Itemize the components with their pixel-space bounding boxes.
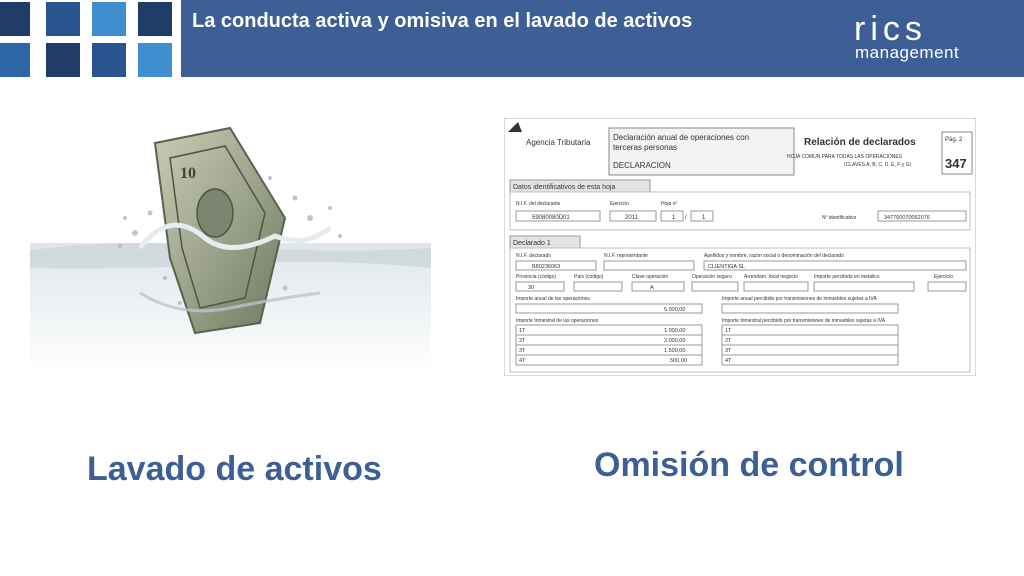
metalico-label: Importe percibido en metálico xyxy=(814,274,880,280)
trim2-label: Importe trimestral percibido por transmisiones de inmuebles sujetas a IVA xyxy=(722,318,886,324)
form-model: 347 xyxy=(945,156,967,171)
nif-value: 59080080D01 xyxy=(532,215,570,221)
form-section-1: Datos identificativos de esta hoja xyxy=(513,184,616,191)
q-label: 1T xyxy=(725,328,732,334)
ejercicio2-label: Ejercicio xyxy=(934,274,953,280)
tile xyxy=(46,2,80,36)
form-hoja-comun: HOJA COMUN PARA TODAS LAS OPERACIONES xyxy=(787,154,903,160)
quarters-right xyxy=(722,325,898,365)
hoja-value-1: 1 xyxy=(672,215,676,221)
money-splash-icon xyxy=(30,118,431,375)
caption-right: Omisión de control xyxy=(594,446,904,484)
anual-label: Importe anual de las operaciones xyxy=(516,296,590,302)
q-label: 3T xyxy=(519,348,526,354)
caption-left: Lavado de activos xyxy=(87,450,382,488)
ejercicio-value: 2011 xyxy=(625,215,638,221)
q-label: 3T xyxy=(725,348,732,354)
nombre-value: CLIENTIGA SL xyxy=(708,264,745,270)
seguro-label: Operación seguro xyxy=(692,274,732,280)
q-label: 4T xyxy=(725,358,732,364)
trim-label: Importe trimestral de las operaciones xyxy=(516,318,599,324)
svg-text:/: / xyxy=(685,215,687,221)
pais-label: País (código) xyxy=(574,274,604,280)
nid-label: Nº identificativo xyxy=(822,215,857,221)
q-value: 500,00 xyxy=(670,358,687,364)
q-value: 2.000,00 xyxy=(664,338,686,344)
clave-label: Clave operación xyxy=(632,274,669,280)
nid-value: 347760070062076 xyxy=(884,215,930,221)
decorative-tiles xyxy=(0,0,176,77)
dec-nif-label: N.I.F. declarado xyxy=(516,253,552,259)
nombre-label: Apellidos y nombre, razón social o denominación del declarado xyxy=(704,253,845,259)
form-pag: Pág. 2 xyxy=(945,137,963,143)
form-relacion: Relación de declarados xyxy=(804,137,916,148)
svg-text:10: 10 xyxy=(180,165,196,182)
tile xyxy=(0,43,30,77)
q-label: 2T xyxy=(519,338,526,344)
title-bar xyxy=(181,0,1024,77)
prov-value: 30 xyxy=(528,285,535,291)
iva-label: Importe anual percibido por transmisiones de inmuebles sujetas a IVA xyxy=(722,296,877,302)
q-label: 1T xyxy=(519,328,526,334)
hoja-value-2: 1 xyxy=(702,215,706,221)
logo-sub-text: management xyxy=(855,43,960,62)
form-heading-3: DECLARACION xyxy=(613,161,671,170)
logo-main-text: rics xyxy=(854,10,927,48)
slide-title: La conducta activa y omisiva en el lavado de activos xyxy=(192,10,693,32)
anual-value: 5.000,00 xyxy=(664,307,686,313)
hoja-label: Hoja nº xyxy=(661,201,678,207)
q-label: 4T xyxy=(519,358,526,364)
q-value: 1.500,00 xyxy=(664,348,686,354)
form-heading-1: Declaración anual de operaciones con xyxy=(613,133,750,142)
tax-form-icon xyxy=(504,118,976,376)
quarters-left xyxy=(516,325,702,365)
nif-label: N.I.F. del declarante xyxy=(516,201,561,207)
rep-label: N.I.F. representante xyxy=(604,253,648,259)
tile xyxy=(138,2,172,36)
ejercicio-label: Ejercicio xyxy=(610,201,629,207)
arrend-label: Arrendam. local negocio xyxy=(744,274,798,280)
clave-value: A xyxy=(650,285,654,291)
q-label: 2T xyxy=(725,338,732,344)
tile xyxy=(92,43,126,77)
form-agency: Agencia Tributaria xyxy=(526,138,591,147)
tile xyxy=(46,43,80,77)
form-heading-2: terceras personas xyxy=(613,143,678,152)
form-claves: (CLAVES A, B, C, D, E, F y G) xyxy=(844,162,912,168)
dec-nif-value: B80236063 xyxy=(532,264,561,270)
slide-header xyxy=(0,0,1024,77)
form-section-2: Declarado 1 xyxy=(513,240,551,247)
q-value: 1.000,00 xyxy=(664,328,686,334)
tile xyxy=(138,43,172,77)
tile xyxy=(92,2,126,36)
prov-label: Provincia (código) xyxy=(516,274,557,280)
rics-logo xyxy=(854,10,966,64)
tile xyxy=(0,2,30,36)
